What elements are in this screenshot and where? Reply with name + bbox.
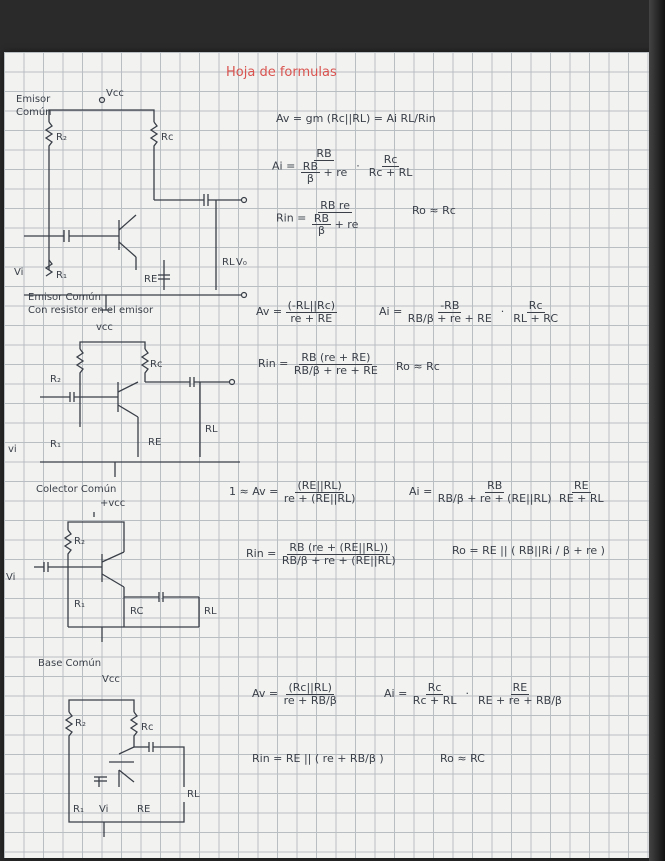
s2-av-lhs: Av = — [256, 305, 283, 319]
section3-heading: Colector Común — [36, 484, 117, 495]
section2-supply: vcc — [96, 322, 113, 333]
s4-ai-f1-den: Rc + RL — [412, 693, 457, 707]
s1-ai-frac2 — [367, 154, 415, 178]
s4-ai: Ai = $\frac{Rc}{Rc + RL}$ · $\frac{RE}{RE + re + RB/\beta}$ — [384, 681, 562, 707]
s3-av-num: (RE||RL) — [297, 479, 342, 492]
s1-ai-f1-den-b: β — [306, 172, 314, 186]
s4-ai-f2-den: RE + re + RB/β — [477, 693, 562, 707]
svg-text:RL: RL — [187, 789, 200, 800]
s3-rin-num: RB (re + (RE||RL)) — [289, 541, 389, 554]
s2-rin-frac — [292, 352, 380, 376]
s2-ai-f2-den: RL + RC — [513, 311, 559, 325]
svg-text:RE: RE — [137, 804, 151, 815]
s4-ai-f2-num: RE — [512, 681, 528, 694]
s1-ai-f1-den-c: + re — [323, 165, 348, 179]
s2-ai-frac2 — [511, 300, 560, 324]
s3-av-frac — [282, 480, 358, 504]
s4-av-den: re + RB/β — [283, 693, 337, 707]
section4-heading: Base Común — [38, 658, 102, 669]
s3-ai-lhs: Ai = — [409, 485, 433, 499]
s2-rin-num: RB (re + RE) — [301, 351, 371, 364]
s3-av — [229, 480, 357, 504]
page-edge-shadow — [649, 0, 665, 861]
section3-circuit — [6, 512, 224, 642]
s4-av-num: (Rc||RL) — [288, 681, 332, 694]
s2-ai-f1-num: -RB — [440, 299, 460, 312]
section1-circuit — [14, 100, 254, 285]
s2-av-den: re + RE — [290, 311, 333, 325]
section2-circuit — [8, 337, 240, 467]
svg-text:V₀: V₀ — [236, 257, 247, 268]
s2-av-num: (-RL||Rc) — [287, 299, 336, 312]
s4-av-frac — [282, 682, 339, 706]
svg-text:R₂: R₂ — [74, 536, 85, 547]
s4-rin: Rin = RE || ( re + RB/β ) — [252, 752, 384, 765]
s1-rin-den-b: β — [317, 224, 325, 238]
section4-supply: Vcc — [102, 674, 120, 685]
s3-av-den: re + (RE||RL) — [283, 491, 356, 505]
s3-ai-frac2 — [557, 480, 606, 504]
s1-rin-frac — [310, 200, 360, 237]
s3-ai-f1-den: RB/β + re + (RE||RL) — [437, 491, 552, 505]
s4-av-lhs: Av = — [252, 687, 279, 701]
section1-supply: Vcc — [106, 88, 124, 99]
section3-supply: +vcc — [100, 498, 126, 509]
s4-ai-frac2 — [476, 682, 564, 706]
s1-rin — [276, 200, 360, 237]
section4-circuit — [59, 692, 229, 832]
s3-av-lhs: 1 ≈ Av = — [229, 485, 279, 499]
s3-ai — [409, 480, 606, 504]
s3-ro: Ro = RE || ( RB||Ri / β + re ) — [452, 544, 605, 557]
svg-text:Vi: Vi — [14, 267, 24, 278]
s3-ai-f2-den: RE + RL — [559, 491, 604, 505]
svg-text:RE: RE — [144, 274, 158, 285]
svg-text:Vi: Vi — [6, 572, 16, 583]
s1-ai-f2-num: Rc — [383, 153, 398, 167]
section2-heading: Emisor Común — [28, 292, 101, 303]
svg-text:R₂: R₂ — [56, 132, 67, 143]
svg-text:Vi: Vi — [99, 804, 109, 815]
s3-ai-f1-num: RB — [487, 479, 503, 492]
s3-ai-f2-num: RE — [574, 479, 589, 492]
svg-text:R₂: R₂ — [50, 374, 61, 385]
s3-ai-frac1 — [436, 480, 554, 504]
s1-ai-f2-den: Rc + RL — [368, 165, 413, 179]
s1-av: Av = gm (Rc||RL) = Ai RL/Rin — [276, 112, 436, 125]
svg-text:Rc: Rc — [150, 359, 163, 370]
s4-ro: Ro ≈ RC — [440, 752, 485, 765]
svg-text:vi: vi — [8, 444, 17, 455]
s4-ai-f1-num: Rc — [427, 681, 442, 694]
s2-ai: Ai = $\frac{-RB}{RB/\beta + re + RE}$ · $\frac{Rc}{RL + RC}$ — [379, 299, 559, 325]
s3-rin — [246, 542, 398, 566]
s2-rin-lhs: Rin = — [258, 357, 289, 371]
s2-rin-den: RB/β + re + RE — [293, 363, 378, 377]
s2-ro: Ro ≈ Rc — [396, 360, 440, 373]
section1-heading: Emisor — [16, 94, 51, 105]
s1-rin-lhs: Rin = — [276, 211, 307, 225]
s4-av — [252, 682, 339, 706]
svg-text:Rc: Rc — [141, 722, 154, 733]
s3-rin-frac — [280, 542, 398, 566]
s4-ai-frac1 — [411, 682, 459, 706]
s1-ai: Ai = RB $\frac{RB}{\beta}$ + re · $\frac{Rc}{Rc + RL}$ — [272, 147, 413, 186]
section1-subheading: Común — [16, 107, 52, 118]
s1-rin-num: RB re — [320, 199, 350, 212]
s2-ai-f2-num: Rc — [528, 299, 543, 312]
s1-rin-den-a: RB — [313, 211, 330, 225]
s2-ai-frac1 — [406, 300, 494, 324]
svg-text:R₁: R₁ — [74, 599, 85, 610]
s3-rin-lhs: Rin = — [246, 547, 277, 561]
notebook-page — [4, 52, 655, 858]
s1-ai-f1-den — [299, 161, 349, 185]
s1-rin-den-c: + re — [334, 217, 359, 231]
page-title: Hoja de formulas — [226, 65, 337, 80]
svg-text:R₁: R₁ — [56, 270, 67, 281]
svg-text:RE: RE — [148, 437, 162, 448]
svg-text:RC: RC — [130, 606, 144, 617]
s4-ai-lhs: Ai = — [384, 687, 408, 701]
svg-text:Rc: Rc — [161, 132, 174, 143]
svg-text:RL: RL — [222, 257, 235, 268]
s2-av — [256, 300, 337, 324]
s1-ai-f1-den-a: RB — [302, 159, 318, 173]
svg-text:RL: RL — [205, 424, 218, 435]
svg-text:R₂: R₂ — [75, 718, 86, 729]
svg-text:RL: RL — [204, 606, 217, 617]
s2-av-frac — [286, 300, 337, 324]
svg-text:R₁: R₁ — [50, 439, 61, 450]
section2-subheading: Con resistor en el emisor — [28, 305, 154, 316]
svg-text:R₁: R₁ — [73, 804, 84, 815]
s3-rin-den: RB/β + re + (RE||RL) — [281, 553, 396, 567]
s1-ro: Ro ≈ Rc — [412, 204, 456, 217]
s1-ai-lhs: Ai = — [272, 159, 296, 173]
s1-ai-frac1 — [299, 148, 349, 185]
s1-rin-den — [310, 213, 360, 237]
s2-rin — [258, 352, 380, 376]
s1-ai-f1-num: RB — [316, 147, 332, 160]
s2-ai-f1-den: RB/β + re + RE — [407, 311, 492, 325]
s2-ai-lhs: Ai = — [379, 305, 403, 319]
